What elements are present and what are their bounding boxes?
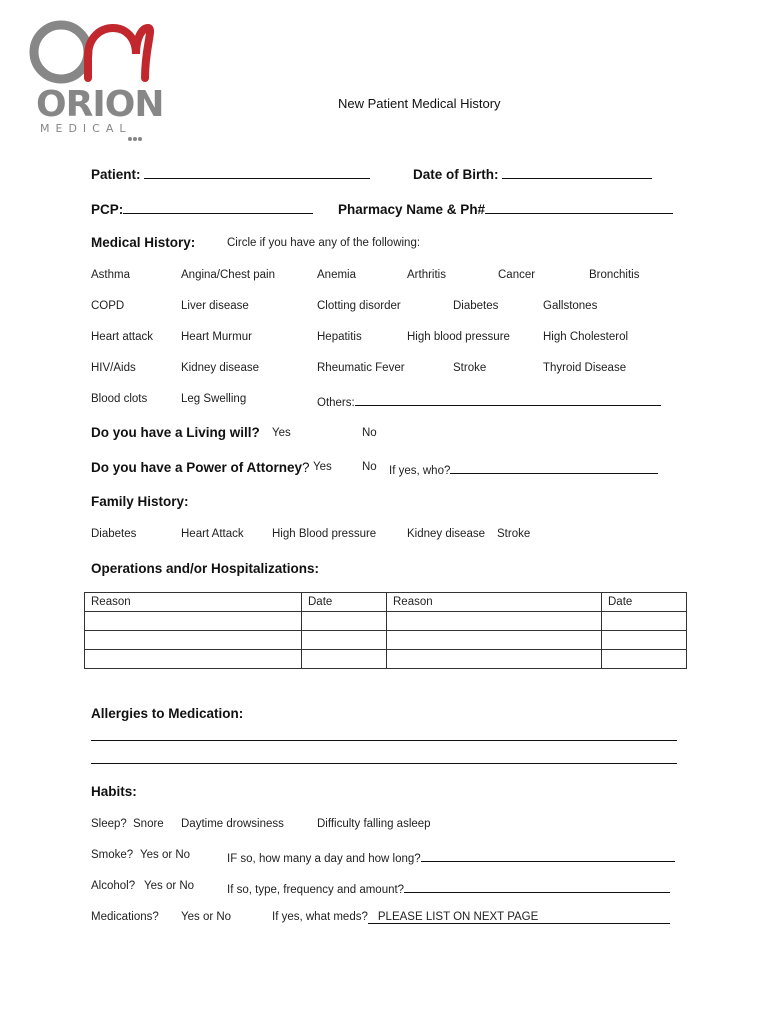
table-header-row xyxy=(85,593,687,612)
smoke-input-line[interactable] xyxy=(421,849,675,862)
table-cell[interactable] xyxy=(602,631,687,650)
condition-high-cholesterol[interactable]: High Cholesterol xyxy=(543,331,629,343)
family-high-blood-pressure[interactable]: High Blood pressure xyxy=(272,528,377,540)
table-cell[interactable] xyxy=(302,631,387,650)
allergies-line-1[interactable] xyxy=(91,740,677,741)
pcp-field[interactable] xyxy=(91,201,313,217)
poa-who-input-line[interactable] xyxy=(450,461,658,474)
condition-anemia[interactable]: Anemia xyxy=(317,269,356,281)
table-cell[interactable] xyxy=(387,631,602,650)
allergies-line-2[interactable] xyxy=(91,763,677,764)
medications-note: PLEASE LIST ON NEXT PAGE xyxy=(377,911,539,923)
table-cell[interactable] xyxy=(85,612,302,631)
condition-cancer[interactable]: Cancer xyxy=(498,269,536,281)
sleep-snore[interactable]: Snore xyxy=(133,818,164,830)
pharmacy-label: Pharmacy Name & Ph# xyxy=(338,202,486,217)
allergies-heading: Allergies to Medication: xyxy=(91,706,244,721)
poa-question-wrap xyxy=(91,460,310,475)
operations-table xyxy=(84,592,687,669)
table-cell[interactable] xyxy=(602,650,687,669)
family-history-heading: Family History: xyxy=(91,494,189,509)
living-will-question: Do you have a Living will? xyxy=(91,425,260,440)
poa-no[interactable]: No xyxy=(362,461,377,473)
logo-subtitle: MEDICAL xyxy=(40,122,132,135)
page-title: New Patient Medical History xyxy=(338,96,501,111)
header-reason: Reason xyxy=(85,593,302,612)
condition-diabetes[interactable]: Diabetes xyxy=(453,300,499,312)
alcohol-detail-field[interactable] xyxy=(227,880,670,896)
family-diabetes[interactable]: Diabetes xyxy=(91,528,137,540)
table-cell[interactable] xyxy=(302,650,387,669)
condition-angina[interactable]: Angina/Chest pain xyxy=(181,269,275,281)
condition-stroke[interactable]: Stroke xyxy=(453,362,487,374)
alcohol-input-line[interactable] xyxy=(404,880,670,893)
condition-bronchitis[interactable]: Bronchitis xyxy=(589,269,640,281)
sleep-label: Sleep? xyxy=(91,818,127,830)
others-label: Others: xyxy=(317,397,355,409)
logo-dots xyxy=(128,128,142,146)
medications-detail-field[interactable] xyxy=(272,911,670,924)
alcohol-label: Alcohol? xyxy=(91,880,136,892)
poa-who-label: If yes, who? xyxy=(389,465,451,477)
condition-high-blood-pressure[interactable]: High blood pressure xyxy=(407,331,510,343)
condition-asthma[interactable]: Asthma xyxy=(91,269,130,281)
poa-question: Do you have a Power of Attorney xyxy=(91,460,303,475)
logo-red-arc xyxy=(88,28,150,78)
poa-yes[interactable]: Yes xyxy=(313,461,332,473)
medical-history-heading: Medical History: xyxy=(91,235,196,250)
table-row xyxy=(85,631,687,650)
medications-label: Medications? xyxy=(91,911,159,923)
operations-heading: Operations and/or Hospitalizations: xyxy=(91,561,320,576)
smoke-label: Smoke? xyxy=(91,849,134,861)
header-date: Date xyxy=(302,593,387,612)
patient-field[interactable] xyxy=(91,166,370,182)
condition-blood-clots[interactable]: Blood clots xyxy=(91,393,148,405)
logo-name: ORION xyxy=(36,84,164,125)
medical-history-instruction: Circle if you have any of the following: xyxy=(227,237,421,249)
pharmacy-field[interactable] xyxy=(338,201,673,217)
logo-mark-icon xyxy=(28,18,158,88)
dob-input-line[interactable] xyxy=(502,166,652,179)
habits-heading: Habits: xyxy=(91,784,137,799)
family-kidney-disease[interactable]: Kidney disease xyxy=(407,528,485,540)
table-cell[interactable] xyxy=(302,612,387,631)
condition-copd[interactable]: COPD xyxy=(91,300,125,312)
patient-label: Patient: xyxy=(91,167,141,182)
alcohol-question: If so, type, frequency and amount? xyxy=(227,884,405,896)
sleep-difficulty-falling-asleep[interactable]: Difficulty falling asleep xyxy=(317,818,431,830)
table-cell[interactable] xyxy=(387,650,602,669)
medications-yes-no[interactable]: Yes or No xyxy=(181,911,232,923)
condition-gallstones[interactable]: Gallstones xyxy=(543,300,598,312)
condition-rheumatic-fever[interactable]: Rheumatic Fever xyxy=(317,362,405,374)
table-row xyxy=(85,612,687,631)
living-will-yes[interactable]: Yes xyxy=(272,427,291,439)
smoke-question: IF so, how many a day and how long? xyxy=(227,853,421,865)
header-reason: Reason xyxy=(387,593,602,612)
poa-qmark: ? xyxy=(302,460,310,475)
others-field[interactable] xyxy=(317,393,661,409)
condition-hepatitis[interactable]: Hepatitis xyxy=(317,331,362,343)
condition-clotting-disorder[interactable]: Clotting disorder xyxy=(317,300,401,312)
smoke-detail-field[interactable] xyxy=(227,849,675,865)
medications-input-line[interactable] xyxy=(368,911,670,924)
family-heart-attack[interactable]: Heart Attack xyxy=(181,528,244,540)
others-input-line[interactable] xyxy=(355,393,661,406)
family-stroke[interactable]: Stroke xyxy=(497,528,531,540)
living-will-no[interactable]: No xyxy=(362,427,377,439)
table-cell[interactable] xyxy=(85,631,302,650)
poa-who-field[interactable] xyxy=(389,461,658,477)
table-row xyxy=(85,650,687,669)
table-cell[interactable] xyxy=(387,612,602,631)
pcp-label: PCP: xyxy=(91,202,124,217)
dob-label: Date of Birth: xyxy=(413,167,499,182)
dob-field[interactable] xyxy=(413,166,652,182)
orion-logo xyxy=(28,18,164,140)
alcohol-yes-no[interactable]: Yes or No xyxy=(144,880,195,892)
pcp-input-line[interactable] xyxy=(123,201,313,214)
condition-leg-swelling[interactable]: Leg Swelling xyxy=(181,393,247,405)
condition-hiv-aids[interactable]: HIV/Aids xyxy=(91,362,136,374)
condition-heart-attack[interactable]: Heart attack xyxy=(91,331,153,343)
header-date: Date xyxy=(602,593,687,612)
logo-gray-ring xyxy=(34,25,88,79)
sleep-daytime-drowsiness[interactable]: Daytime drowsiness xyxy=(181,818,284,830)
table-cell[interactable] xyxy=(602,612,687,631)
condition-kidney-disease[interactable]: Kidney disease xyxy=(181,362,259,374)
condition-heart-murmur[interactable]: Heart Murmur xyxy=(181,331,252,343)
condition-arthritis[interactable]: Arthritis xyxy=(407,269,446,281)
medications-question: If yes, what meds? xyxy=(272,911,368,923)
pharmacy-input-line[interactable] xyxy=(485,201,673,214)
smoke-yes-no[interactable]: Yes or No xyxy=(140,849,191,861)
patient-input-line[interactable] xyxy=(144,166,370,179)
condition-liver-disease[interactable]: Liver disease xyxy=(181,300,249,312)
condition-thyroid-disease[interactable]: Thyroid Disease xyxy=(543,362,627,374)
table-cell[interactable] xyxy=(85,650,302,669)
